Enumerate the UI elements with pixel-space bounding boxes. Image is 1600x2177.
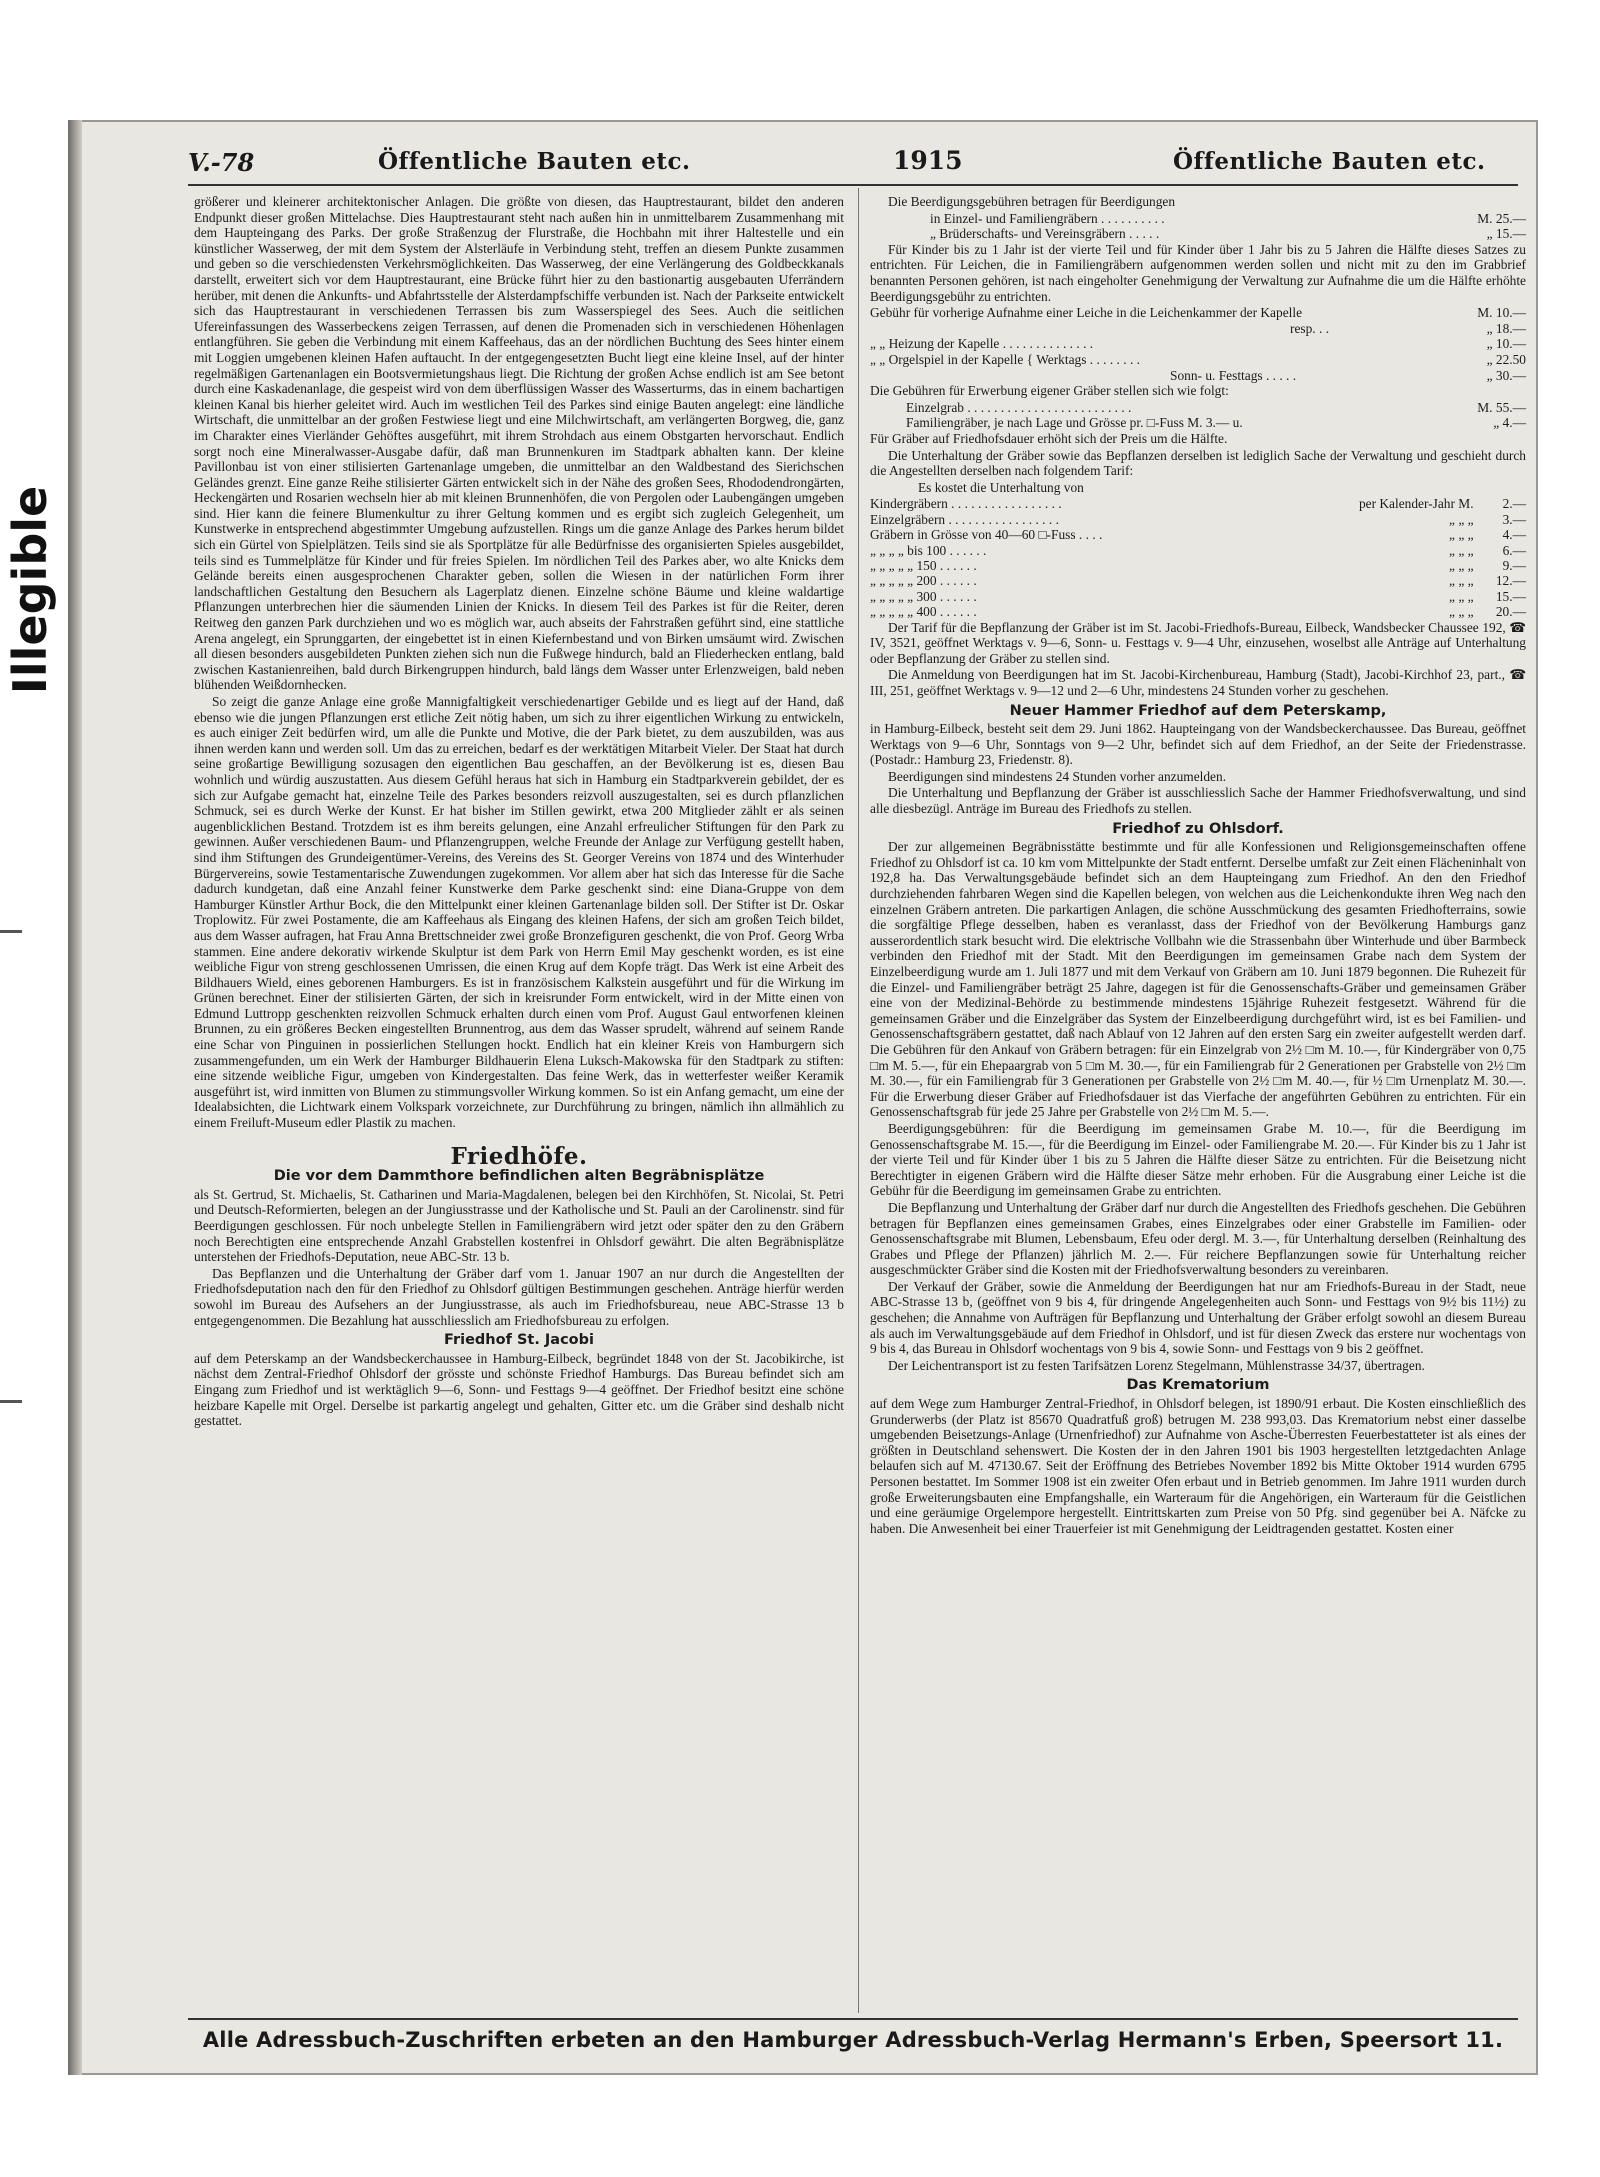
- right-column: [870, 194, 1526, 1537]
- paragraph: Für Gräber auf Friedhofsdauer erhöht sich der Preis um die Hälfte.: [870, 430, 1228, 446]
- table-cell: 2.—: [1502, 496, 1526, 512]
- page-number: V.-78: [188, 148, 255, 177]
- table-row: [870, 589, 1526, 604]
- table-cell: Einzelgräbern . . . . . . . . . . . . . . . . .: [870, 511, 1059, 527]
- table-cell: „ „ „ „ „ 150 . . . . . .: [870, 557, 977, 573]
- fee-list: [870, 400, 1526, 431]
- fee-amount: „ 4.—: [1493, 415, 1526, 431]
- page-header: [188, 142, 1518, 182]
- paragraph: Die Unterhaltung der Gräber sowie das Bepflanzen derselben ist lediglich Sache der Verwaltung und geschieht durch die Angestellten derselben nach folgendem Tarif:: [870, 447, 1526, 479]
- paragraph: Das Bepflanzen und die Unterhaltung der Gräber darf vom 1. Januar 1907 an nur durch die Angestellten der Friedhofsdeputation nach den für den Friedhof zu Ohlsdorf gültigen Bestimmungen geschehen. Anträge hierfür werden sowohl im Bureau des Aufsehers an der Jungiusstrasse, als auch im Friedhofsbureau, neue ABC-Strasse 13 b entgegengenommen. Die Bezahlung hat ausschliesslich am Friedhofsbureau zu erfolgen.: [194, 1265, 844, 1328]
- table-row: [870, 512, 1526, 527]
- fee-list: [870, 211, 1526, 242]
- table-cell: Gräbern in Grösse von 40—60 □-Fuss . . . .: [870, 527, 1103, 543]
- fee-amount: „ 15.—: [1486, 226, 1526, 242]
- running-title-left: Öffentliche Bauten etc.: [378, 148, 691, 175]
- table-cell: 3.—: [1502, 511, 1526, 527]
- margin-label: [0, 440, 60, 740]
- paragraph: Für Kinder bis zu 1 Jahr ist der vierte Teil und für Kinder über 1 Jahr bis zu 5 Jahren die Hälfte dieses Satzes zu entrichten. Für Leichen, die in Familiengräbern aufgenommen werden sollen und nicht mit zu den im Grabbrief benannten Personen gehören, ist nach eingeholter Genehmigung der Verwaltung zur Aufnahme die um die Hälfte erhöhte Beerdigungsgebühr zu entrichten.: [870, 241, 1526, 304]
- left-column: [194, 194, 844, 1430]
- tarif-table: [870, 496, 1526, 619]
- fee-amount: M. 25.—: [1477, 210, 1526, 226]
- table-cell: „ „ „ „ „ 400 . . . . . .: [870, 604, 977, 620]
- table-cell: 12.—: [1495, 573, 1526, 589]
- paragraph: Der Tarif für die Bepflanzung der Gräber ist im St. Jacobi-Friedhofs-Bureau, Eilbeck, Wandsbecker Chaussee 192, ☎ IV, 3521, geöffnet Werktags v. 9—6, Sonn- u. Festtags v. 9—4 Uhr, einzusehen, woselbst alle Anträge auf Unterhaltung oder Bepflanzung der Gräber zu stellen sind.: [870, 619, 1526, 666]
- fee-amount: M. 55.—: [1477, 399, 1526, 415]
- paragraph: auf dem Wege zum Hamburger Zentral-Friedhof, in Ohlsdorf belegen, ist 1890/91 erbaut. Die Kosten einschließlich des Grunderwerbs (der Platz ist 85670 Quadratfuß groß) betrugen M. 238 993,03. Das Krematorium nebst einer dasselbe umgebenden Beisetzungs-Anlage (Urnenfriedhof) zur Aufnahme von Asche-Überresten Feuerbestatteter ist als eines der größten in Deutschland sehenswert. Die Kosten der in den Jahren 1901 bis 1903 hergestellten letztgedachten Anlage belaufen sich auf M. 47130.67. Seit der Eröffnung des Betriebes November 1892 bis Mitte Oktober 1914 wurden 6795 Personen bestattet. Im Sommer 1908 ist ein zweiter Ofen erbaut und in Betrieb genommen. Im Jahre 1911 wurden durch große Erweiterungsbauten eine Empfangshalle, ein Warteraum für die Angehörigen, ein Warteraum für die Geistlichen und eine geräumige Orgelempore hergestellt. Eintrittskarten zum Preise von 50 Pfg. sind gegenüber bei A. Näfcke zu haben. Die Anwesenheit bei einer Trauerfeier ist mit Genehmigung der Leidtragenden gestattet. Kosten einer: [870, 1396, 1526, 1536]
- header-rule: [188, 184, 1518, 186]
- table-row: [870, 527, 1526, 542]
- table-cell: „ „ „: [1449, 604, 1474, 620]
- subsection-title: Friedhof St. Jacobi: [444, 1332, 594, 1349]
- table-cell: 20.—: [1495, 604, 1526, 620]
- year: 1915: [893, 146, 963, 175]
- table-cell: „ „ „ „ „ 300 . . . . . .: [870, 588, 977, 604]
- fee-row: [870, 352, 1526, 368]
- paragraph: größerer und kleinerer architektonischer Anlagen. Die größte von diesen, das Hauptrestaurant, bildet den anderen Endpunkt dieser großen Mittelachse. Dies Hauptrestaurant steht nach außen hin in unmittelbarem Zusammenhang mit dem Haupteingang des Parks. Der große Straßenzug der Flurstraße, die Hochbahn mit ihrer Haltestelle und ein künstlicher Wasserweg, der mit dem System der Alsterläufe in Verbindung steht, treffen an diesem Punkte zusammen und geben so die verschiedensten Verkehrsmöglichkeiten. Das Wasserweg, der eine Verlängerung des Goldbeckkanals darstellt, erweitert sich vor dem Hauptrestaurant, eine Brücke führt hier zu den bastionartig ausgebauten Uferrändern herüber, mit denen die Ankunfts- und Abfahrtsstelle der Alsterdampfschiffe verbunden ist. Nach der Parkseite entwickelt sich das Hauptrestaurant in verschiedenen Terrassen bis zum Wasserspiegel des Sees. Auch die seitlichen Ufereinfassungen des Wasserbeckens zeigen Terrassen, auf denen die Promenaden sich in verschiedenen Höhenlagen entlangführen. Sie geben die Verbindung mit einem Kaffeehaus, das an der nördlichen Buchtung des Sees hinter einem mit Loggien umgebenen kleinen Hafen auftaucht. In der entgegengesetzten Bucht liegt eine kleine Insel, auf der hinter regelmäßigen Gartenanlagen ein Bootsvermietungshaus liegt. Die Richtung der großen Achse endlich ist am See betont durch eine Kaskadenanlage, die gespeist wird von dem überflüssigen Wasser des Wasserturms, das in einem bachartigen kleinen Kanal bis hierher geleitet wird. Auch im westlichen Teil des Parkes sind einige Bauten angelegt: eine ländliche Wirtschaft, die unmittelbar an der großen Festwiese liegt und eine Milchwirtschaft, am verlängerten Borgweg, die, ganz im Charakter eines Vierländer Gehöftes ausgeführt, mit ihrem Strohdach aus einem Obstgarten hervorschaut. Endlich sorgt noch eine Mineralwasser-Ausgabe dafür, daß man Brunnenkuren im Stadtpark abhalten kann. Der kleine Pavillonbau ist von einer stilisierten Gartenanlage umgeben, die unmittelbar an den Waldbestand des Sierichschen Geländes grenzt. Eine ganze Reihe stilisierter Gärten entwickelt sich in der Nähe des großen Sees, Rhododendrongärten, Heckengärten und Rosarien wechseln hier ab mit kleinen Brunnenhöfen, die von Pergolen oder Laubengängen umgeben sind. Hier kann die feinere Blumenkultur zu ihrer Geltung kommen und es ergibt sich zugleich Gelegenheit, um Kunstwerke in entsprechend abgestimmter Umgebung aufzustellen. Rings um die ganze Anlage des Parkes herum bildet sich ein Gürtel von Spielplätzen. Teils sind sie als Sportplätze für alle Bedürfnisse des organisierten Spieles ausgebildet, teils sind es Tummelplätze für Kinder und für freies Spielen. Im nördlichen Teil des Parkes aber, wo alte Knicks dem Gelände bereits einen ausgesprochenen Charakter geben, sollen die Wiesen in der natürlichen Form ihrer landschaftlichen Gestaltung den Besuchern als Lagerplatz dienen. Einzelne schöne Bäume und kleine waldartige Pflanzungen unterbrechen hier die säumenden Linien der Knicks. In diesem Teil des Parkes ist für die Reiter, deren Reitweg den ganzen Park durchziehen und wo es möglich war, auch abseits der Fahrstraßen geführt sind, eine stattliche Arena angelegt, ein Sprunggarten, der eingebettet ist in einen Kiefernbestand und von Birken umsäumt wird. Zwischen all diesen besonders ausgebildeten Punkten ziehen sich nun die Fußwege hindurch, bald an Fliederhecken entlang, bald zwischen Kastanienreihen, bald durch Birkengruppen hindurch, bald längs dem Wasser unter Erlenzweigen, bald neben blühenden Weißdornhecken.: [194, 194, 844, 693]
- table-cell: „ „ „ „ „ 200 . . . . . .: [870, 573, 977, 589]
- fee-amount: „ 30.—: [1486, 367, 1526, 383]
- table-cell: per Kalender-Jahr M.: [1358, 496, 1474, 512]
- running-title-right: Öffentliche Bauten etc.: [1173, 148, 1486, 175]
- table-cell: „ „ „ „ bis 100 . . . . . .: [870, 542, 987, 558]
- fee-amount: „ 10.—: [1486, 336, 1526, 352]
- section-title: Friedhöfe.: [450, 1142, 588, 1170]
- paragraph: Beerdigungsgebühren: für die Beerdigung im gemeinsamen Grabe M. 10.—, für die Beerdigung im Genossenschaftsgrabe M. 15.—, für die Beerdigung im Einzel- oder Familiengrabe M. 20.—. Für Kinder bis zu 1 Jahr ist der vierte Teil und für Kinder über 1 bis zu 5 Jahren die Hälfte dieser Sätze zu entrichten. Für die Beisetzung nicht Berechtigter in eigenen Gräbern wird die Hälfte dieser Sätze mehr erhoben. Für die Ausgrabung einer Leiche ist die Gebühr für die Beerdigung im gemeinsamen Grabe zu entrichten.: [870, 1120, 1526, 1199]
- margin-label-text: Illegible: [3, 485, 57, 695]
- fee-label: resp. . .: [1290, 320, 1330, 336]
- table-cell: 15.—: [1495, 588, 1526, 604]
- fee-amount: M. 10.—: [1477, 305, 1526, 321]
- fee-label: in Einzel- und Familiengräbern . . . . . . . . . .: [930, 210, 1165, 226]
- fee-row: [870, 211, 1526, 227]
- table-cell: 4.—: [1502, 527, 1526, 543]
- paragraph: Die Beerdigungsgebühren betragen für Beerdigungen: [888, 194, 1176, 209]
- fee-label: „ „ Orgelspiel in der Kapelle { Werktags . . . . . . . .: [870, 351, 1140, 367]
- table-cell: „ „ „: [1449, 588, 1474, 604]
- table-cell: Kindergräbern . . . . . . . . . . . . . . . . .: [870, 496, 1062, 512]
- fee-label: Gebühr für vorherige Aufnahme einer Leiche in die Leichenkammer der Kapelle: [870, 305, 1303, 321]
- fee-row: [870, 321, 1526, 337]
- fee-label: „ Brüderschafts- und Vereinsgräbern . . . . .: [930, 226, 1160, 242]
- paragraph: Die Gebühren für Erwerbung eigener Gräber stellen sich wie folgt:: [870, 383, 1229, 399]
- fee-label: Sonn- u. Festtags . . . . .: [1170, 367, 1297, 383]
- paragraph: Der zur allgemeinen Begräbnisstätte bestimmte und für alle Konfessionen und Religionsgemeinschaften offene Friedhof zu Ohlsdorf ist ca. 10 km vom Mittelpunkte der Stadt entfernt. Derselbe umfaßt zur Zeit einen Flächeninhalt von 192,8 ha. Das Verwaltungsgebäude befindet sich an dem Haupteingang zum Friedhof. An den den Friedhof durchziehenden fahrbaren Wegen sind die Kapellen belegen, von welchen aus die Leichenkondukte ihren Weg nach den einzelnen Gräbern antreten. Die parkartigen Anlagen, die schöne Ausschmückung des gesamten Friedhofterrains, sowie die sorgfältige Pflege desselben, haben es veranlasst, dass der Friedhof von der Bevölkerung Hamburgs ganz ausserordentlich stark besucht wird. Die elektrische Vollbahn wie die Strassenbahn über Winterhude und über Barmbeck verbinden den Friedhof mit der Stadt. Mit den Beerdigungen im gemeinsamen Grabe nach dem System der Einzelbeerdigung wurde am 1. Juli 1877 und mit dem Verkauf von Gräbern am 10. Juni 1879 begonnen. Die Ruhezeit für die Einzel- und Familiengräber beträgt 25 Jahre, dagegen ist für die Genossenschafts-Gräber und gemeinsamen Gräber eine von der Medizinal-Behörde zu bestimmende mindestens 15jährige Ruhezeit festgesetzt. Während für die gemeinsamen Gräber und die Einzelgräber das System der Einzelbeerdigung durchgeführt wird, ist es bei Familien- und Genossenschaftsgräbern gestattet, daß nach Ablauf von 12 Jahren auf den ersten Sarg ein zweiter aufgestellt werden darf. Die Gebühren für den Ankauf von Gräbern betragen: für ein Einzelgrab von 2½ □m M. 10.—, für Kindergräber von 0,75 □m M. 5.—, für ein Ehepaargrab von 5 □m M. 30.—, für ein Familiengrab für 2 Generationen per Grabstelle von 2½ □m M. 30.—, für ein Familiengrab für 3 Generationen per Grabstelle von 2½ □m M. 40.—, für ½ □m Urnenplatz M. 30.—. Für die Erwerbung dieser Gräber auf Friedhofsdauer ist das Vierfache der angeführten Gebühren zu entrichten. Für ein Genossenschaftsgrab für jede 25 Jahre per Grabstelle von 2½ □m M. 5.—.: [870, 839, 1526, 1120]
- table-row: [870, 558, 1526, 573]
- paragraph: Die Unterhaltung und Bepflanzung der Gräber ist ausschliesslich Sache der Hammer Friedhofsverwaltung, und sind alle diesbezügl. Anträge im Bureau des Friedhofs zu stellen.: [870, 785, 1526, 817]
- subsection-title: Friedhof zu Ohlsdorf.: [1112, 820, 1284, 837]
- fee-amount: „ 22.50: [1486, 351, 1526, 367]
- table-row: [870, 543, 1526, 558]
- paragraph: Beerdigungen sind mindestens 24 Stunden vorher anzumelden.: [888, 768, 1227, 784]
- fee-label: Familiengräber, je nach Lage und Grösse pr. □-Fuss M. 3.— u.: [906, 415, 1243, 431]
- paragraph: in Hamburg-Eilbeck, besteht seit dem 29. Juni 1862. Haupteingang von der Wandsbeckerchaussee. Das Bureau, geöffnet Werktags von 9—6 Uhr, Sonntags von 9—2 Uhr, befindet sich auf dem Friedhof, an der Seite der Friedenstrasse. (Postadr.: Hamburg 23, Friedenstr. 8).: [870, 721, 1526, 768]
- paragraph: auf dem Peterskamp an der Wandsbeckerchaussee in Hamburg-Eilbeck, begründet 1848 von der St. Jacobikirche, ist nächst dem Zentral-Friedhof Ohlsdorf der grösste und schönste Friedhof Hamburgs. Das Bureau befindet sich am Eingang zum Friedhof und ist werktäglich 9—6, Sonn- und Festtags 9—4 geöffnet. Der Friedhof besitzt eine schöne heizbare Kapelle mit Orgel. Derselbe ist parkartig angelegt und gehalten, Gitter etc. um die Gräber sind deshalb nicht gestattet.: [194, 1350, 844, 1429]
- table-cell: 6.—: [1502, 542, 1526, 558]
- paragraph: Es kostet die Unterhaltung von: [918, 479, 1084, 495]
- table-cell: 9.—: [1502, 557, 1526, 573]
- table-cell: „ „ „: [1449, 511, 1474, 527]
- fee-row: [870, 305, 1526, 321]
- paragraph: Die Bepflanzung und Unterhaltung der Gräber darf nur durch die Angestellten des Friedhofs geschehen. Die Gebühren betragen für Bepflanzen eines gemeinsamen Grabes, eines Einzelgrabes oder einer Grabstelle im Familien- oder Genossenschaftsgrabe mit Blumen, Lebensbaum, Efeu oder dergl. M. 3.—, für Unterhaltung derselben (Reinhaltung des Grabes und Pflege der Pflanzen) jährlich M. 2.—. Für reichere Bepflanzungen sowie für Unterhaltung reicher ausgeschmückter Gräber sind die Kosten mit der Friedhofsverwaltung besonders zu vereinbaren.: [870, 1199, 1526, 1278]
- fee-row: [870, 226, 1526, 242]
- margin-mark: [0, 1400, 22, 1403]
- fee-list: [870, 305, 1526, 383]
- paragraph: Der Verkauf der Gräber, sowie die Anmeldung der Beerdigungen hat nur am Friedhofs-Bureau in der Stadt, neue ABC-Strasse 13 b, (geöffnet von 9 bis 4, für dringende Angelegenheiten auch Sonn- und Festtags von 9½ bis 11½) zu geschehen; die Annahme von Aufträgen für Bepflanzung und Unterhaltung der Gräber erfolgt sowohl an diesem Bureau als auch im Verwaltungsgebäude auf dem Friedhof in Ohlsdorf, und ist für diesen Zweck das erstere nur wochentags von 9 bis 4, das Bureau in Ohlsdorf wochentags von 9 bis 4, sowie Sonn- und Festtags von 9 bis 2 geöffnet.: [870, 1278, 1526, 1357]
- fee-label: Einzelgrab . . . . . . . . . . . . . . . . . . . . . . . . .: [906, 399, 1132, 415]
- column-divider: [858, 188, 859, 2013]
- table-cell: „ „ „: [1449, 557, 1474, 573]
- table-cell: „ „ „: [1449, 573, 1474, 589]
- fee-row: [870, 400, 1526, 416]
- table-row: [870, 496, 1526, 511]
- table-row: [870, 573, 1526, 588]
- fee-label: „ „ Heizung der Kapelle . . . . . . . . . . . . . .: [870, 336, 1094, 352]
- subsection-title: Die vor dem Dammthore befindlichen alten Begräbnisplätze: [273, 1168, 765, 1185]
- fee-amount: „ 18.—: [1486, 320, 1526, 336]
- margin-mark: [0, 930, 22, 933]
- paragraph: Die Anmeldung von Beerdigungen hat im St. Jacobi-Kirchenbureau, Hamburg (Stadt), Jacobi-Kirchhof 23, part., ☎ III, 251, geöffnet Werktags v. 9—12 und 2—6 Uhr, mindestens 24 Stunden vorher zu geschehen.: [870, 667, 1526, 698]
- fee-row: [870, 415, 1526, 431]
- table-row: [870, 604, 1526, 619]
- table-cell: „ „ „: [1449, 527, 1474, 543]
- subsection-title: Das Krematorium: [1126, 1377, 1270, 1394]
- scanned-page: [68, 120, 1538, 2075]
- subsection-title: Neuer Hammer Friedhof auf dem Peterskamp,: [1009, 702, 1387, 719]
- fee-row: [870, 368, 1526, 384]
- paragraph: als St. Gertrud, St. Michaelis, St. Catharinen und Maria-Magdalenen, belegen bei den Kirchhöfen, St. Nicolai, St. Petri und Deutsch-Reformierten, belegen an der Jungiusstrasse und der Katholische und St. Pauli an der Carolinenstr. sind für Beerdigungen geschlossen. Für noch unbelegte Stellen in Familiengräbern wird jetzt oder später den zu den Gräbern noch Berechtigten eine entsprechende Anzahl Grabstellen kostenfrei in Ohlsdorf gewährt. Die alten Begräbnisplätze unterstehen der Friedhofs-Deputation, neue ABC-Str. 13 b.: [194, 1186, 844, 1265]
- paragraph: So zeigt die ganze Anlage eine große Mannigfaltigkeit verschiedenartiger Gebilde und es liegt auf der Hand, daß ebenso wie die jungen Pflanzungen erst etliche Zeit nötig haben, um sich zu ihrer eigentlichen Wirkung zu entwickeln, es auch einiger Zeit bedürfen wird, um alle die Punkte und Motive, die der Park bietet, zu dem auszubilden, was aus ihnen werden kann und werden soll. Um das zu erreichen, bedarf es der werktätigen Mitarbeit Vieler. Der Staat hat durch seine großartige Bewilligung sozusagen den eigentlichen Bau geschaffen, an der Bevölkerung ist es, diesen Bau wohnlich und würdig auszustatten. Aus diesem Gefühl heraus hat sich in Hamburg ein Stadtparkverein gebildet, der es sich zur Aufgabe gemacht hat, einzelne Teile des Parkes besonders reizvoll auszugestalten, sei es durch pflanzlichen Schmuck, sei es durch Werke der Kunst. Er hat bisher im Stillen gewirkt, etwa 200 Mitglieder zählt er als seinen augenblicklichen Bestand. Trotzdem ist es ihm bereits gelungen, eine Anzahl erfreulicher Stiftungen für den Park zu gewinnen. Außer verschiedenen Baum- und Pflanzengruppen, welche Freunde der Anlage zur Verfügung gestellt haben, sind ihm Stiftungen des Grundeigentümer-Vereins, des Vereins des St. Georger Vereins von 1874 und des Winterhuder Bürgervereins, sowie Testamentarische Zuwendungen zugekommen. Vor allem aber hat sich das Interesse für die Sache dadurch kundgetan, daß eine Anzahl feiner Kunstwerke dem Parke geschenkt sind: eine Diana-Gruppe von dem Hamburger Künstler Arthur Bock, die den Mittelpunkt einer kleinen Gartenanlage bilden soll. Der Stifter ist Dr. Oskar Troplowitz. Für zwei Postamente, die am Kaffeehaus als Eingang des kleinen Hafens, der sich am großen Teich bildet, aus dem Wasser aufragen, hat Frau Anna Brettschneider zwei große Bronzefiguren geschenkt, die von Prof. Georg Wrba stammen. Eine andere dekorativ wirkende Skulptur ist dem Park von Herrn Emil May geschenkt worden, es ist eine weibliche Figur von streng geschlossenen Umrissen, die einen Krug auf dem Kopfe trägt. Das Werk ist eine Arbeit des Bildhauers Wield, eines geborenen Hamburgers. Es ist in französischem Kalkstein ausgeführt und für die Wirkung im Grünen berechnet. Einer der stilisierten Gärten, der sich in kreisrunder Form entwickelt, wird in der Mitte einen von Edmund Luttropp geschenkten reizvollen Schmuck erhalten durch einen vom Prof. August Gaul entworfenen kleinen Brunnen, zu ein größeres Becken eingestellten Brunnentrog, aus dem das Wasser sprudelt, während auf seinem Rande eine Schar von Pinguinen in possierlichen Stellungen hockt. Endlich hat ein kleiner Kreis von Hamburgern sich zusammengefunden, um ein Werk der Hamburger Bildhauerin Elena Luksch-Makowska für den Stadtpark zu stiften: eine sitzende weibliche Figur, umgeben von Kindergestalten. Das feine Werk, das in wetterfester weißer Keramik ausgeführt ist, wird inmitten von Blumen zu stimmungsvoller Wirkung kommen. So ist ein Anfang gemacht, um eine der Idealabsichten, die Lichtwark einem Volkspark vorzeichnete, zur Durchführung zu bringen, nämlich ihn allmählich zu einem Freiluft-Museum edler Plastik zu machen.: [194, 694, 844, 1131]
- paragraph: Der Leichentransport ist zu festen Tarifsätzen Lorenz Stegelmann, Mühlenstrasse 34/37, übertragen.: [888, 1357, 1425, 1373]
- page-footer: Alle Adressbuch-Zuschriften erbeten an den Hamburger Adressbuch-Verlag Hermann's Erben, Speersort 11.: [188, 2018, 1518, 2068]
- fee-row: [870, 336, 1526, 352]
- table-cell: „ „ „: [1449, 542, 1474, 558]
